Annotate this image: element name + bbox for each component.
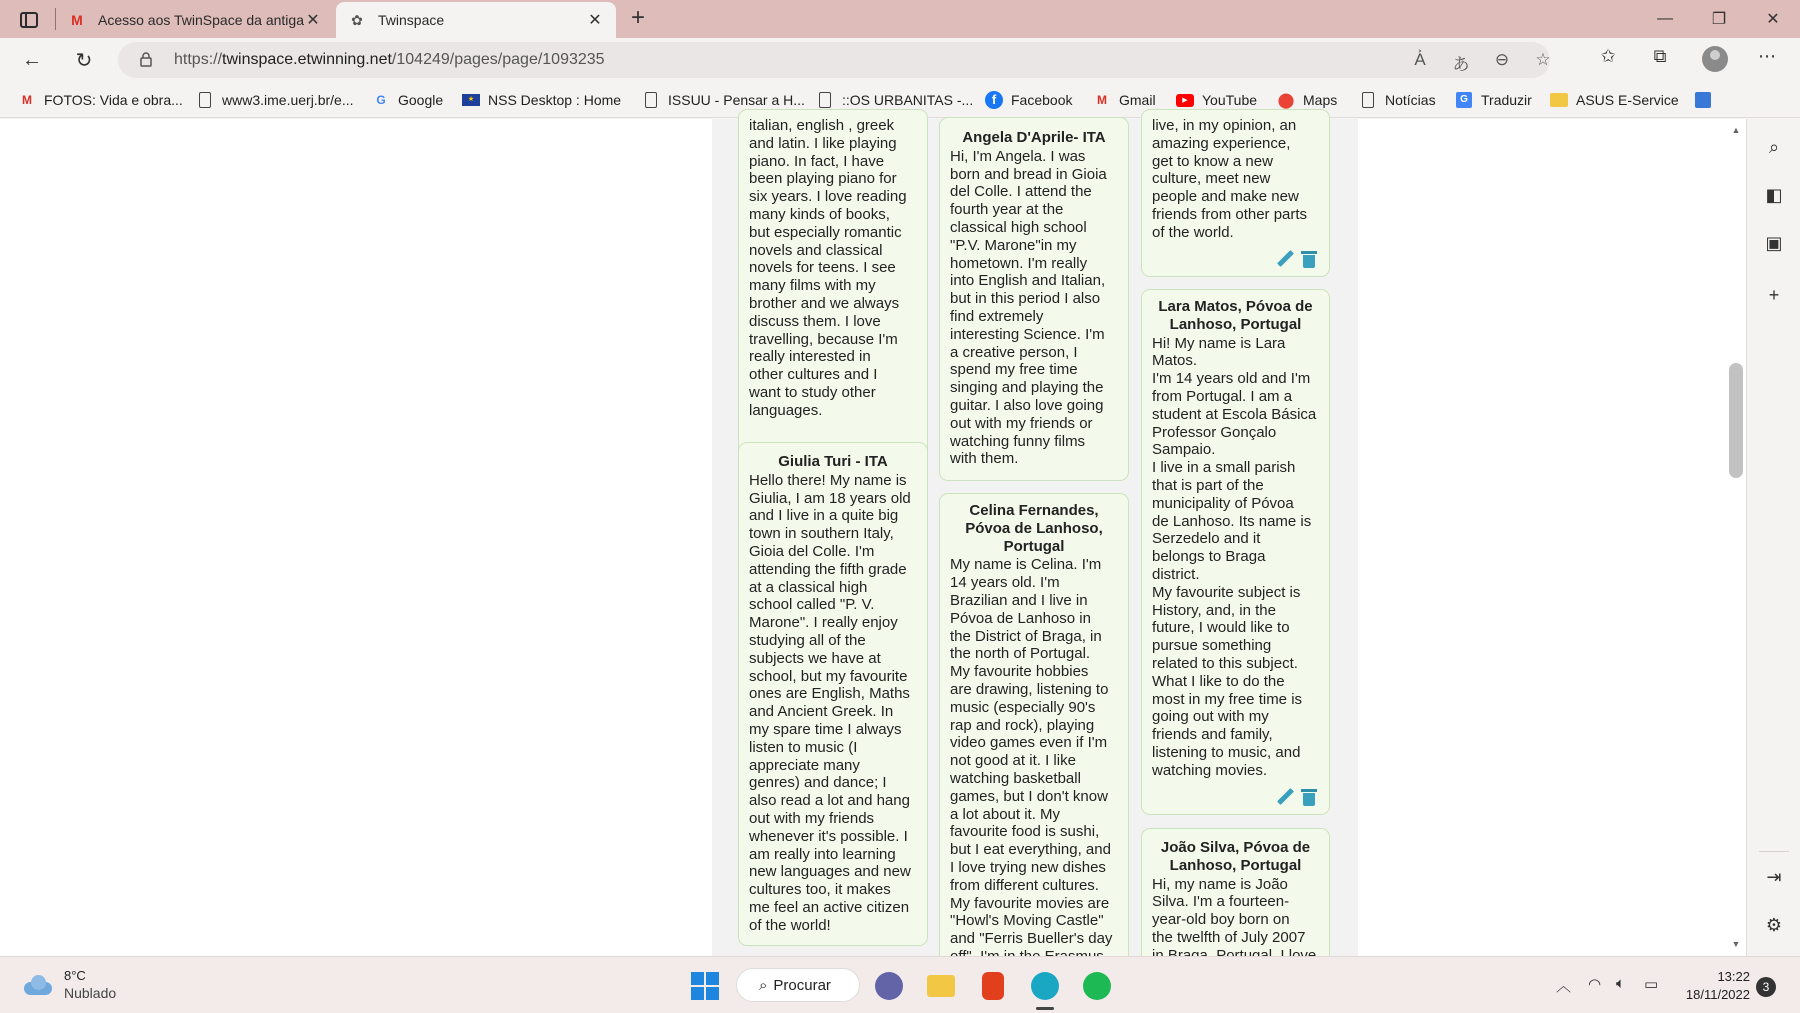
page-scrollbar[interactable] bbox=[1726, 119, 1746, 956]
twinspace-icon: ✿ bbox=[351, 11, 363, 28]
clock-date: 18/11/2022 bbox=[1685, 987, 1750, 1002]
profile-text: My name is Celina. I'm 14 years old. I'm Brazilian and I live in Póvoa de Lanhoso in the District of Braga, in the north of Portugal. My favourite hobbies are drawing, listening to music (especially 90's rap and rock), playing video games even if I'm not good at it. I like watching basketball games, but I don't know a lot about it. My favourite food is sushi, but I eat everything, and I love trying new dishes from different cultures. My favourite movies are "Howl's Moving Castle" and "Ferris Bueller's day bbox=[950, 556, 1113, 948]
system-clock[interactable] bbox=[1680, 968, 1750, 1004]
lock-icon bbox=[140, 52, 152, 66]
close-window-button[interactable]: ✕ bbox=[1766, 11, 1780, 28]
wifi-icon[interactable]: ◠ bbox=[1588, 976, 1602, 993]
spotify-icon[interactable] bbox=[1080, 969, 1114, 1003]
edge-sidebar bbox=[1746, 119, 1800, 956]
profile-text: Hi! My name is Lara Matos. I'm 14 years old and I'm from Portugal. I am a student at Escola Básica Professor Gonçalo Sampaio. I live in a small parish that is part of the municipality of Póvoa de Lanhoso. Its name is Serzedelo and it belongs to Braga district. My favourite subject is History, and, in the future, I would like to pursue something related to this subject. What I like to do the most in my free time is going out with my friends and family, listening to music, and watching movies. bbox=[1152, 334, 1317, 779]
taskbar-search[interactable]: ⌕ Procurar bbox=[736, 968, 860, 1002]
hide-sidebar-icon[interactable]: ⇥ bbox=[1766, 867, 1782, 887]
eu-flag-icon: ★ bbox=[462, 91, 480, 109]
cloud-icon bbox=[22, 974, 54, 996]
profile-text: Hi, I'm Angela. I was born and bread in Gioia del Colle. I attend the fourth year at the classical high school "P.V. Marone"in my hometown. I'm really into English and Italian, but in this period I also find extremely interesting Science. I'm a creative person, I spend my free time singing and playing the guitar. I also love going out with my friends or watching funny films with them. bbox=[950, 147, 1107, 468]
page-content bbox=[0, 119, 1746, 956]
zoom-out-icon[interactable]: ⊖ bbox=[1494, 50, 1510, 69]
edge-browser-icon[interactable] bbox=[1028, 969, 1062, 1003]
translate-icon[interactable]: あ bbox=[1452, 55, 1470, 74]
scrollbar-thumb[interactable] bbox=[1729, 363, 1743, 478]
profile-card bbox=[939, 493, 1129, 973]
profile-text: Hi, my name is João Silva. I'm a fourteen- year-old boy born on the twelfth of July 2007 bbox=[1152, 875, 1306, 946]
office-icon[interactable]: ◧ bbox=[1765, 185, 1783, 205]
profile-text: italian, english , greek and latin. I like playing piano. In fact, I have been playing piano for six years. I love reading many kinds of books, but especially romantic novels and classical novels for teens. I see many films with my brother and we always discuss them. I love travelling, because I'm really interested in other cultures and I want to study other languages. bbox=[749, 117, 907, 419]
bookmark-maps[interactable]: ⬤ Maps bbox=[1277, 92, 1338, 109]
profile-card bbox=[1141, 289, 1330, 815]
profiles-panel bbox=[712, 119, 1358, 956]
file-explorer-icon[interactable] bbox=[924, 969, 958, 1003]
collections-icon[interactable]: ⧉ bbox=[1653, 46, 1667, 66]
weather-temperature: 8°C bbox=[64, 968, 86, 983]
teams-chat-icon[interactable] bbox=[872, 969, 906, 1003]
office-app-icon[interactable] bbox=[976, 969, 1010, 1003]
bookmark-google[interactable]: G Google bbox=[372, 90, 443, 110]
gmail-icon: M bbox=[71, 12, 83, 28]
address-bar[interactable] bbox=[118, 42, 1550, 78]
favorites-icon[interactable]: ✩ bbox=[1600, 46, 1616, 66]
weather-widget[interactable] bbox=[22, 967, 116, 1002]
profile-avatar[interactable] bbox=[1702, 46, 1728, 72]
profile-name: Angela D'Aprile- ITA bbox=[962, 129, 1106, 146]
navigation-bar bbox=[0, 38, 1800, 82]
battery-icon[interactable]: ▭ bbox=[1644, 976, 1659, 993]
tab-twinspace[interactable] bbox=[336, 2, 616, 38]
back-button[interactable]: ← bbox=[22, 48, 42, 71]
bookmark-noticias[interactable]: Notícias bbox=[1359, 90, 1436, 110]
bookmark-fotos[interactable]: M FOTOS: Vida e obra... bbox=[18, 90, 183, 110]
bookmark-nss-desktop[interactable]: ★ NSS Desktop : Home bbox=[462, 90, 621, 110]
bookmark-gmail[interactable]: M Gmail bbox=[1093, 90, 1156, 110]
profile-card bbox=[1141, 109, 1330, 277]
notification-badge[interactable]: 3 bbox=[1756, 977, 1776, 997]
gmail-icon: M bbox=[22, 93, 32, 107]
refresh-button[interactable]: ↻ bbox=[75, 49, 93, 72]
sidebar-divider bbox=[1759, 851, 1789, 852]
google-icon: G bbox=[376, 93, 386, 107]
show-hidden-icons[interactable]: ︿ bbox=[1556, 978, 1572, 995]
facebook-icon: f bbox=[985, 91, 1003, 109]
delete-icon[interactable] bbox=[1301, 250, 1317, 268]
bookmark-ime-uerj[interactable]: www3.ime.uerj.br/e... bbox=[196, 90, 353, 110]
restore-button[interactable]: ❐ bbox=[1711, 11, 1727, 28]
profile-name: Celina Fernandes, Póvoa de Lanhoso, Portugal bbox=[965, 502, 1103, 555]
add-favorite-icon[interactable]: ☆ bbox=[1535, 50, 1551, 69]
more-menu-icon[interactable]: ⋯ bbox=[1758, 46, 1776, 66]
bookmark-issuu[interactable]: ISSUU - Pensar a H... bbox=[642, 90, 805, 110]
tab-actions-icon[interactable] bbox=[14, 8, 44, 32]
maps-icon: ⬤ bbox=[1277, 92, 1295, 109]
other-favorites-icon[interactable] bbox=[1694, 90, 1720, 110]
page-icon bbox=[1359, 91, 1377, 109]
read-aloud-icon[interactable]: A͐ bbox=[1414, 50, 1426, 69]
bookmark-asus-eservice[interactable]: ASUS E-Service bbox=[1550, 90, 1679, 110]
tab-title: Twinspace bbox=[378, 12, 445, 28]
edit-icon[interactable] bbox=[1275, 250, 1293, 268]
gmail-icon: M bbox=[1097, 93, 1107, 107]
youtube-icon: ▶ bbox=[1176, 91, 1194, 109]
start-button[interactable] bbox=[688, 969, 722, 1003]
minimize-button[interactable]: — bbox=[1657, 10, 1673, 27]
taskbar bbox=[0, 956, 1800, 1013]
translate-icon: G bbox=[1455, 91, 1473, 109]
search-icon[interactable]: ⌕ bbox=[1768, 137, 1780, 157]
add-icon[interactable]: + bbox=[1768, 285, 1780, 305]
profile-name: João Silva, Póvoa de Lanhoso, Portugal bbox=[1160, 839, 1311, 874]
windows-icon bbox=[691, 972, 719, 1000]
bookmark-os-urbanitas[interactable]: ::OS URBANITAS -... bbox=[816, 90, 973, 110]
delete-icon[interactable] bbox=[1301, 788, 1317, 806]
volume-icon[interactable]: 🔈︎ bbox=[1616, 975, 1626, 992]
profile-card bbox=[738, 442, 928, 946]
tab-bar bbox=[0, 0, 1800, 38]
active-app-indicator bbox=[1036, 1007, 1054, 1010]
edit-icon[interactable] bbox=[1275, 788, 1293, 806]
scroll-up-icon[interactable]: ▲ bbox=[1731, 125, 1741, 135]
close-tab-icon[interactable]: ✕ bbox=[306, 12, 320, 29]
profile-name: Lara Matos, Póvoa de Lanhoso, Portugal bbox=[1158, 298, 1313, 333]
close-tab-icon[interactable]: ✕ bbox=[588, 12, 602, 29]
profile-text: live, in my opinion, an amazing experience, get to know a new culture, meet new people and make new friends from other parts of the world. bbox=[1152, 117, 1308, 241]
folder-icon bbox=[1550, 91, 1568, 109]
profile-text: Hello there! My name is Giulia, I am 18 years old and I live in a quite big town in southern Italy, Gioia del Colle. I'm attending the fifth grade at a classical high school called "P. V. Marone". I really enjoy studying all of the subjects we have at school, but my favourite ones are English, Maths and Ancient Greek. In my spare time I always listen to music (I appreciate many genres) and dance; I also read a lot and hang out with my friends whenever it's possible. I am really into learning new languages and new cultures too, it makes me feel an active citizen of the world! bbox=[749, 471, 911, 934]
scroll-down-icon[interactable]: ▼ bbox=[1731, 939, 1741, 949]
search-icon: ⌕ bbox=[759, 976, 768, 994]
outlook-icon[interactable]: ▣ bbox=[1765, 233, 1783, 253]
page-icon bbox=[816, 91, 834, 109]
tab-title: Acesso aos TwinSpace da antiga bbox=[98, 12, 304, 28]
settings-icon[interactable]: ⚙ bbox=[1765, 915, 1783, 935]
page-icon bbox=[196, 91, 214, 109]
clock-time: 13:22 bbox=[1717, 969, 1750, 984]
bookmark-traduzir[interactable]: G Traduzir bbox=[1455, 90, 1532, 110]
bookmark-youtube[interactable]: ▶ YouTube bbox=[1176, 90, 1257, 110]
bookmark-facebook[interactable]: f Facebook bbox=[985, 90, 1072, 110]
url-text[interactable]: https://twinspace.etwinning.net/104249/pages/page/1093235 bbox=[174, 51, 605, 68]
profile-name: Giulia Turi - ITA bbox=[778, 453, 888, 470]
new-tab-button[interactable]: + bbox=[630, 4, 645, 31]
page-icon bbox=[642, 91, 660, 109]
profile-card bbox=[939, 117, 1129, 481]
weather-description: Nublado bbox=[64, 985, 117, 1001]
tab-twinspace-access[interactable] bbox=[56, 2, 334, 38]
